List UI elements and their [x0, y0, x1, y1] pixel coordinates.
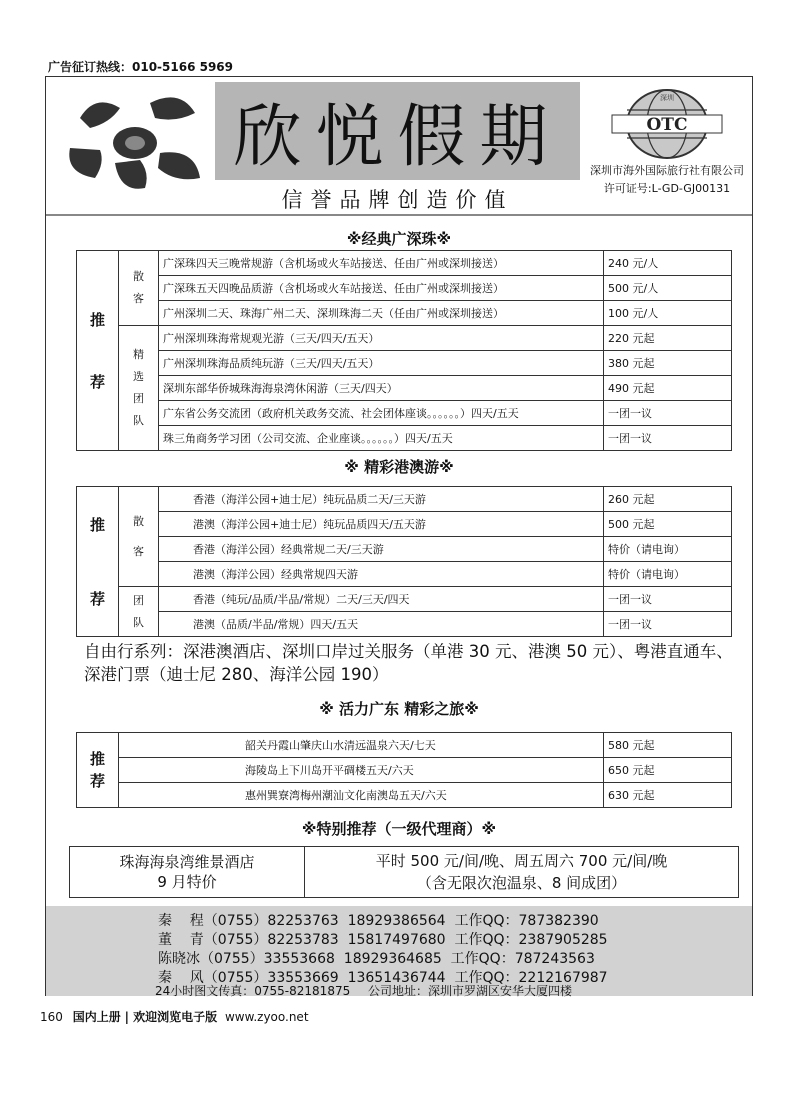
- hotel-info: [70, 847, 305, 897]
- hotel-price-line: 平时 500 元/间/晚、周五周六 700 元/间/晚: [375, 852, 668, 870]
- tour-price: 380 元起: [604, 351, 732, 376]
- tour-price: 特价（请电询）: [604, 562, 732, 587]
- contact-row: 秦 风（0755）33553669 13651436744 工作QQ：2212167987: [158, 970, 608, 986]
- flower-logo-icon: [60, 88, 210, 198]
- hotel-special-month: 9 月特价: [157, 873, 217, 891]
- brand-banner: [215, 82, 580, 180]
- book-name: 国内上册: [72, 1010, 121, 1024]
- tour-price: 240 元/人: [604, 251, 732, 276]
- recommend-label: 推 荐: [77, 487, 119, 637]
- tour-price: 630 元起: [604, 783, 732, 808]
- classic-tours-table: [76, 250, 732, 451]
- tour-price: 500 元起: [604, 512, 732, 537]
- welcome-text: 欢迎浏览电子版: [133, 1010, 218, 1024]
- tour-name: 韶关丹霞山肇庆山水清远温泉六天/七天: [119, 733, 604, 758]
- recommend-label: 推 荐: [77, 251, 119, 451]
- section-title-guangdong: ※ 活力广东 精彩之旅※: [319, 700, 479, 718]
- hk-macau-tours-table: [76, 486, 732, 637]
- tour-name: 香港（纯玩/品质/半品/常规）二天/三天/四天: [159, 587, 604, 612]
- tour-price: 490 元起: [604, 376, 732, 401]
- company-name: 深圳市海外国际旅行社有限公司: [590, 164, 744, 177]
- tour-name: 港澳（品质/半品/常规）四天/五天: [159, 612, 604, 637]
- tour-name: 广深珠四天三晚常规游（含机场或火车站接送、任由广州或深圳接送）: [159, 251, 604, 276]
- special-offer-box: [69, 846, 739, 898]
- tour-name: 港澳（海洋公园+迪士尼）纯玩品质四天/五天游: [159, 512, 604, 537]
- tour-name: 深圳东部华侨城珠海海泉湾休闲游（三天/四天）: [159, 376, 604, 401]
- fax: 24小时图文传真：0755-82181875: [155, 984, 351, 998]
- free-travel-series: 自由行系列：深港澳酒店、深圳口岸过关服务（单港 30 元、港澳 50 元）、粤港直通车、深港门票（迪士尼 280、海洋公园 190）: [84, 642, 733, 684]
- tour-name: 广州深圳珠海常规观光游（三天/四天/五天）: [159, 326, 604, 351]
- group-label-individual: 散 客: [119, 251, 159, 326]
- tour-price: 一团一议: [604, 426, 732, 451]
- fax-address-line: [155, 982, 572, 999]
- group-label-team: 团 队: [119, 587, 159, 637]
- brand-title: 欣悦假期: [233, 97, 562, 177]
- tour-name: 香港（海洋公园）经典常规二天/三天游: [159, 537, 604, 562]
- contact-row: 秦 程（0755）82253763 18929386564 工作QQ：787382390: [158, 913, 599, 929]
- tour-name: 广州深圳珠海品质纯玩游（三天/四天/五天）: [159, 351, 604, 376]
- otc-small-text: 深圳: [660, 94, 674, 102]
- tour-name: 珠三角商务学习团（公司交流、企业座谈。。。。。。）四天/五天: [159, 426, 604, 451]
- contact-row: 陈晓冰（0755）33553668 18929364685 工作QQ：787243563: [158, 951, 595, 967]
- tour-price: 一团一议: [604, 587, 732, 612]
- tour-name: 惠州巽寮湾梅州潮汕文化南澳岛五天/六天: [119, 783, 604, 808]
- hotel-price-note: （含无限次泡温泉、8 间成团）: [416, 874, 627, 892]
- section-title-hk-macau: ※ 精彩港澳游※: [344, 458, 454, 476]
- page-number: 160: [40, 1010, 63, 1024]
- tour-name: 广东省公务交流团（政府机关政务交流、社会团体座谈。。。。。。）四天/五天: [159, 401, 604, 426]
- guangdong-tours-table: [76, 732, 732, 808]
- group-label-selected-team: 精 选 团 队: [119, 326, 159, 451]
- tour-price: 220 元起: [604, 326, 732, 351]
- contact-row: 董 青（0755）82253783 15817497680 工作QQ：2387905285: [158, 932, 608, 948]
- tour-name: 香港（海洋公园+迪士尼）纯玩品质二天/三天游: [159, 487, 604, 512]
- header-divider: [46, 214, 752, 216]
- hotel-pricing: [305, 847, 738, 897]
- site-url[interactable]: www.zyoo.net: [224, 1010, 309, 1024]
- section-title-classic: ※经典广深珠※: [346, 230, 452, 248]
- tour-name: 海陵岛上下川岛开平碉楼五天/六天: [119, 758, 604, 783]
- tour-price: 260 元起: [604, 487, 732, 512]
- recommend-label: 推 荐: [77, 733, 119, 808]
- tour-name: 广州深圳二天、珠海广州二天、深圳珠海二天（任由广州或深圳接送）: [159, 301, 604, 326]
- tour-price: 100 元/人: [604, 301, 732, 326]
- license-number: 许可证号:L-GD-GJ00131: [603, 182, 731, 195]
- tour-name: 广深珠五天四晚品质游（含机场或火车站接送、任由广州或深圳接送）: [159, 276, 604, 301]
- otc-text: OTC: [646, 115, 688, 135]
- tour-price: 500 元/人: [604, 276, 732, 301]
- tour-price: 一团一议: [604, 401, 732, 426]
- ad-hotline: 广告征订热线：010-5166 5969: [48, 60, 234, 74]
- group-label-individual: 散 客: [119, 487, 159, 587]
- tour-price: 一团一议: [604, 612, 732, 637]
- tour-price: 特价（请电询）: [604, 537, 732, 562]
- tour-name: 港澳（海洋公园）经典常规四天游: [159, 562, 604, 587]
- tour-price: 580 元起: [604, 733, 732, 758]
- address: 公司地址：深圳市罗湖区安华大厦四楼: [368, 984, 573, 998]
- page-footer: 160 国内上册 | 欢迎浏览电子版 www.zyoo.net: [40, 1010, 309, 1024]
- hotel-name: 珠海海泉湾维景酒店: [119, 853, 255, 871]
- tour-price: 650 元起: [604, 758, 732, 783]
- slogan: 信誉品牌创造价值: [281, 188, 514, 212]
- otc-globe-logo-icon: [608, 86, 726, 162]
- section-title-special: ※特别推荐（一级代理商）※: [301, 820, 497, 838]
